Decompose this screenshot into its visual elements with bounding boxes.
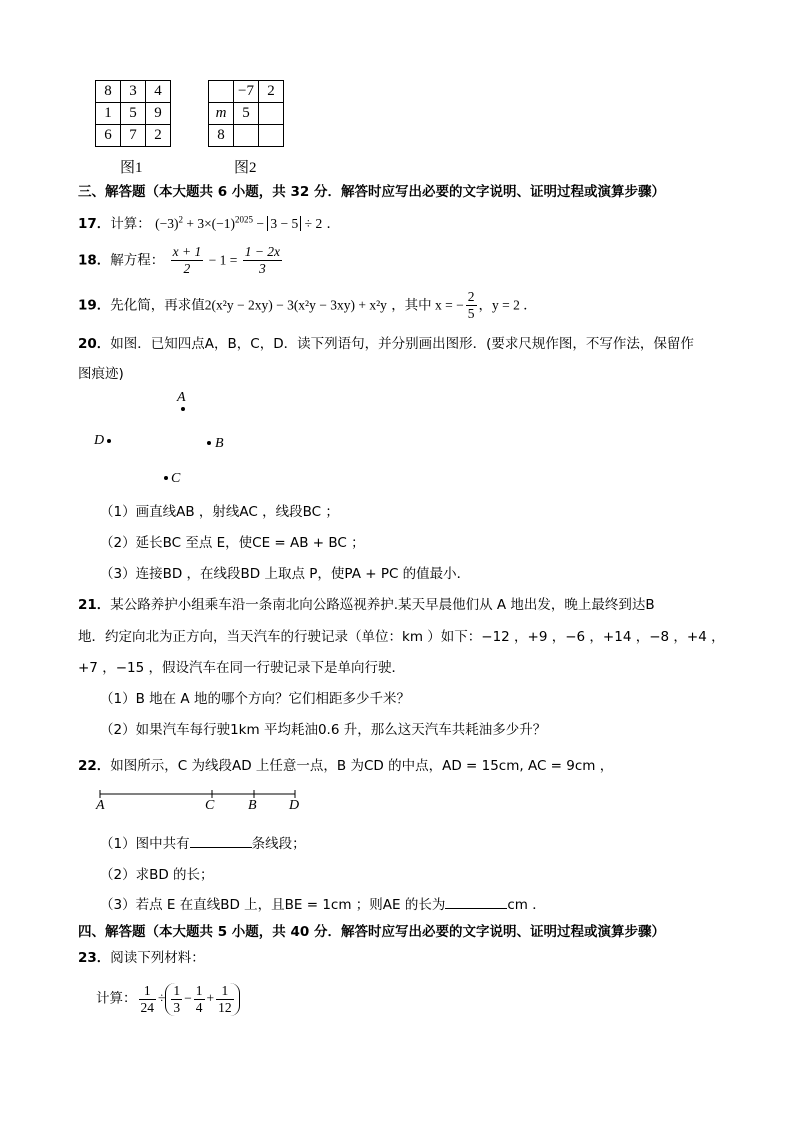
grid-cell: 8 (96, 81, 121, 103)
section-4-heading: 四、解答题（本大题共 5 小题，共 40 分．解答时应写出必要的文字说明、证明过程或演算步骤） (78, 924, 665, 940)
question-prefix: 计算： (110, 216, 151, 232)
grid-cell: 7 (121, 125, 146, 147)
question-number: 19． (78, 297, 111, 314)
point-D-dot (107, 439, 111, 443)
q19-expression: 2(x²y − 2xy) − 3(x²y − 3xy) + x²y (204, 297, 387, 313)
question-21-line-1 (78, 593, 655, 613)
q20-subquestion-3: （3）连接BD ，在线段BD 上取点 P，使PA + PC 的值最小． (100, 566, 471, 582)
point-B-label: B (215, 436, 224, 451)
question-number: 20． (78, 336, 111, 352)
point-D-label: D (94, 433, 105, 448)
period: ． (326, 216, 341, 232)
q22-subquestion-2: （2）求BD 的长； (100, 867, 214, 883)
label-B: B (248, 798, 257, 813)
question-23 (78, 946, 205, 966)
point-A-dot (181, 407, 185, 411)
grid-cell: 8 (209, 125, 234, 147)
grid-cell: 5 (121, 103, 146, 125)
question-20-line-2: 图痕迹) (78, 366, 124, 382)
q21-subquestion-2: （2）如果汽车每行驶1km 平均耗油0.6 升，那么这天汽车共耗油多少升？ (100, 722, 547, 738)
question-text: 先化简，再求值 (110, 297, 205, 314)
parenthesized-group: $\frac{1}{3}$ − $\frac{1}{4}$ + $\frac{1}{12}$ (165, 983, 239, 1016)
grid-cell: 1 (96, 103, 121, 125)
answer-blank[interactable] (445, 896, 507, 909)
grid-cell: 6 (96, 125, 121, 147)
question-text: 如图．已知四点A，B，C，D．读下列语句，并分别画出图形．(要求尺规作图，不写作法，保留作 (110, 336, 694, 352)
grid-cell (259, 125, 284, 147)
q22-subquestion-3: （3）若点 E 在直线BD 上，且BE = 1cm ；则AE 的长为 cm ． (100, 897, 546, 913)
q22-subquestion-1: （1）图中共有 条线段； (100, 836, 306, 852)
point-A-label: A (177, 390, 186, 405)
label-A: A (96, 798, 105, 813)
question-number: 22． (78, 758, 111, 774)
fraction: $\frac{1 - 2x}{3}$ (244, 244, 281, 276)
question-text: 阅读下列材料： (110, 950, 205, 966)
question-number: 21． (78, 597, 111, 613)
answer-blank[interactable] (190, 835, 252, 848)
question-number: 17． (78, 216, 111, 232)
grid-cell (259, 103, 284, 125)
fraction: $\frac{2}{5}$ (467, 289, 475, 321)
magic-square-figure-1 (95, 80, 171, 147)
equation-middle: − 1 = (205, 252, 241, 268)
grid-cell: 4 (146, 81, 171, 103)
grid-cell: m (209, 103, 234, 125)
condition: ，y = 2 ． (478, 297, 537, 313)
question-22-line-1 (78, 754, 613, 774)
section-3-heading: 三、解答题（本大题共 6 小题，共 32 分．解答时应写出必要的文字说明、证明过程或演算步骤） (78, 184, 665, 200)
grid-cell: 5 (234, 103, 259, 125)
fraction: $\frac{1}{24}$ (140, 983, 154, 1015)
question-18 (78, 244, 284, 277)
label-D: D (289, 798, 300, 813)
point-C-dot (164, 476, 168, 480)
divide-sign: ÷ (158, 990, 166, 1006)
q20-subquestion-1: （1）画直线AB ，射线AC ，线段BC ； (100, 504, 339, 520)
grid-cell: −7 (234, 81, 259, 103)
condition: ，其中 x = − (391, 297, 464, 313)
question-21-line-2: 地．约定向北为正方向，当天汽车的行驶记录（单位：km ）如下：−12 ，+9 ，−6 ，+14 ，−8 ，+4 ， (78, 629, 725, 645)
q17-expression: $(-3)^2 + 3\times(-1)^{2025} - 3 - 5 \div 2$ (155, 214, 323, 231)
question-21-line-3: +7 ，−15 ，假设汽车在同一行驶记录下是单向行驶． (78, 660, 405, 676)
grid-cell: 3 (121, 81, 146, 103)
question-19 (78, 289, 537, 322)
segment-AD-figure (90, 784, 310, 820)
grid-cell: 9 (146, 103, 171, 125)
question-text: 某公路养护小组乘车沿一条南北向公路巡视养护.某天早晨他们从 A 地出发，晚上最终到达B (110, 597, 655, 613)
q20-subquestion-2: （2）延长BC 至点 E，使CE = AB + BC ； (100, 535, 365, 551)
question-number: 18． (78, 252, 111, 269)
question-20-line-1 (78, 332, 694, 352)
figure-1-caption: 图1 (120, 160, 143, 176)
question-prefix: 解方程： (110, 252, 165, 269)
magic-square-figure-2 (208, 80, 284, 147)
q23-calculation (96, 983, 240, 1016)
grid-cell: 2 (146, 125, 171, 147)
fraction: $\frac{x + 1}{2}$ (172, 244, 202, 276)
grid-cell: 2 (259, 81, 284, 103)
calc-label: 计算： (96, 990, 137, 1007)
q21-subquestion-1: （1）B 地在 A 地的哪个方向？它们相距多少千米？ (100, 691, 410, 707)
figure-2-caption: 图2 (234, 160, 257, 176)
question-17 (78, 212, 340, 232)
label-C: C (205, 798, 215, 813)
grid-cell (234, 125, 259, 147)
grid-cell (209, 81, 234, 103)
point-B-dot (207, 441, 211, 445)
question-number: 23． (78, 950, 111, 966)
point-C-label: C (171, 471, 181, 486)
question-text: 如图所示，C 为线段AD 上任意一点，B 为CD 的中点，AD = 15cm, AC = 9cm ， (110, 758, 614, 774)
